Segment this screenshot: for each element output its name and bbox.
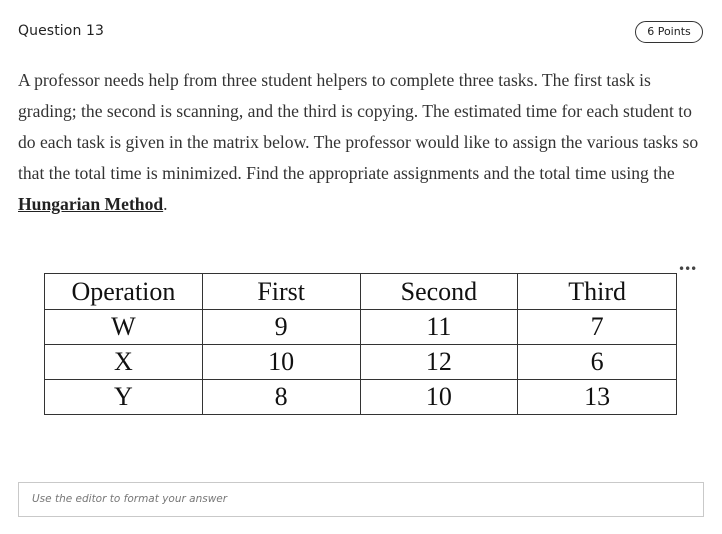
table-cell: 9 — [202, 310, 360, 345]
prompt-end: . — [163, 194, 168, 214]
table-cell: 10 — [202, 345, 360, 380]
points-badge: 6 Points — [635, 21, 703, 43]
header-cell: First — [202, 274, 360, 310]
table-cell: X — [45, 345, 203, 380]
table-cell: Y — [45, 380, 203, 415]
answer-editor[interactable] — [18, 482, 704, 517]
table-cell: 7 — [518, 310, 677, 345]
table-cell: 8 — [202, 380, 360, 415]
answer-placeholder: Use the editor to format your answer — [32, 493, 228, 505]
table-cell: W — [45, 310, 203, 345]
header-cell: Operation — [45, 274, 203, 310]
prompt-emphasis: Hungarian Method — [18, 194, 164, 214]
table-cell: 11 — [360, 310, 518, 345]
table-row — [45, 380, 677, 415]
table-row — [45, 310, 677, 345]
question-title: Question 13 — [18, 23, 104, 39]
prompt-text: A professor needs help from three student helpers to complete three tasks. The first task is grading; the second is scanning, and the third is copying. The estimated time for each student to do each task is given in the matrix below. The professor would like to assign the various tasks so that the total time is minimized. Find the appropriate assignments and the total time using the — [18, 70, 699, 183]
table-cell: 10 — [360, 380, 518, 415]
more-options-icon[interactable]: ••• — [678, 262, 697, 276]
header-cell: Third — [518, 274, 677, 310]
cost-matrix-table — [44, 273, 677, 415]
header-cell: Second — [360, 274, 518, 310]
question-prompt — [18, 65, 708, 220]
table-header-row — [45, 274, 677, 310]
table-cell: 12 — [360, 345, 518, 380]
table-cell: 13 — [518, 380, 677, 415]
table-cell: 6 — [518, 345, 677, 380]
table-row — [45, 345, 677, 380]
